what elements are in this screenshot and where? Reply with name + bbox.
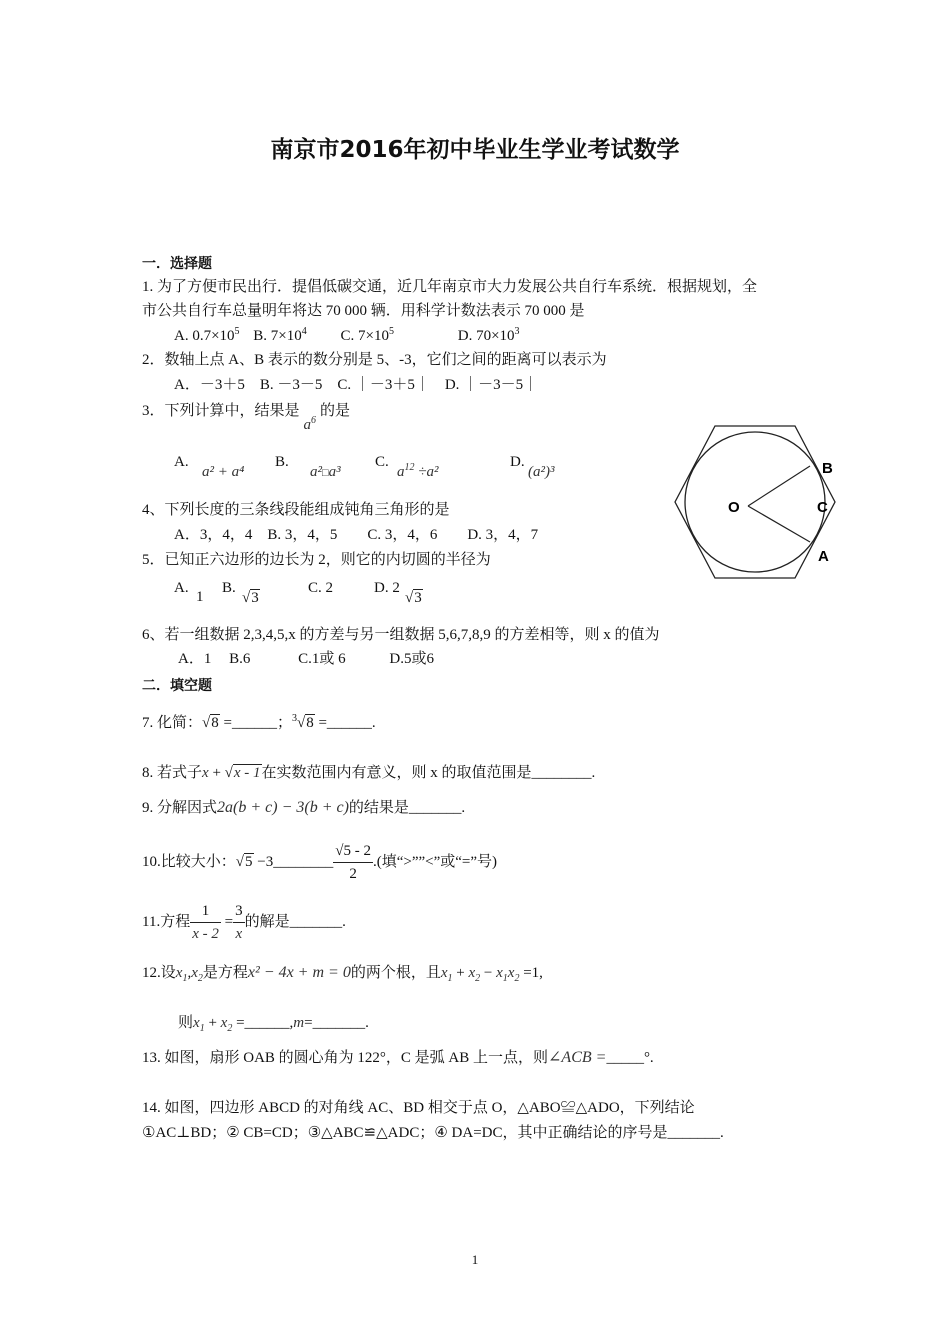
q6-label-a: A． [178, 651, 204, 667]
question-6-line: 6、若一组数据 2,3,4,5,x 的方差与另一组数据 5,6,7,8,9 的方差相等，则 x 的值为 [142, 627, 660, 643]
q6-label-b: B. [229, 651, 243, 667]
q12-l2-x1: x [193, 1015, 200, 1031]
question-11 [142, 898, 346, 946]
q5-option-b: √3 [242, 590, 259, 606]
q12-x2: x [191, 965, 198, 981]
q3-stem: 3．下列计算中，结果是 [142, 403, 300, 419]
q11-equals: = [220, 914, 234, 930]
q12-l2-sub-2: 2 [227, 1023, 233, 1034]
question-1-line-2: 市公共自行车总量明年将达 70 000 辆．用科学计数法表示 70 000 是 [142, 303, 585, 319]
q3-option-c [397, 462, 438, 482]
q3-c-div: ÷a² [414, 464, 439, 480]
radius-ob [748, 466, 810, 506]
question-6-options [178, 649, 434, 669]
q8-plus: + [208, 765, 225, 781]
q3-label-d: D. [510, 454, 525, 470]
q1-option-c: C. 7×10 [340, 328, 389, 344]
q8-radicand: x - 1 [233, 765, 261, 781]
q12-cond-x1: x [440, 965, 448, 981]
q5-option-c: C. 2 [308, 580, 334, 596]
question-8: 8. 若式子x + √x - 1在实数范围内有意义，则 x 的取值范围是________. [142, 765, 596, 781]
q6-option-c: 1或 6 [311, 651, 346, 667]
q3-a6-exp: 6 [311, 415, 317, 426]
q12-l2-plus: + [204, 1015, 221, 1031]
q3-a6-base: a [303, 417, 312, 433]
page-title: 南京市2016年初中毕业生学业考试数学 [270, 137, 680, 163]
q3-label-a: A. [174, 454, 189, 470]
question-5-line: 5．已知正六边形的边长为 2，则它的内切圆的半径为 [142, 552, 491, 568]
q7-cbrt-radicand: 8 [306, 715, 314, 731]
q10-numerator: √5 - 2 [333, 840, 373, 863]
q3-option-a: a² + a⁴ [202, 464, 245, 480]
q1-option-c-exp: 5 [388, 326, 394, 337]
q12-end: =1, [519, 965, 543, 981]
q12-equation: x² − 4x + m = 0 [247, 964, 351, 981]
q1-option-b: B. 7×10 [253, 328, 302, 344]
question-4-options: A．3，4，4 B. 3，4，5 C. 3，4，6 D. 3，4，7 [174, 527, 539, 543]
q11-fraction-right [233, 900, 245, 945]
q11-den-1: x - 2 [192, 926, 219, 943]
question-14-line-1: 14. 如图，四边形 ABCD 的对角线 AC、BD 相交于点 O，△ABO≌△ADO，下列结论 [142, 1100, 695, 1116]
q3-stem-tail: 的是 [320, 403, 351, 419]
q12-cond-minus: − [480, 965, 497, 981]
q13-angle: ∠ACB = [548, 1049, 607, 1066]
section-heading-fill: 二．填空题 [142, 678, 212, 694]
q12-mid-2: 的两个根，且 [350, 965, 441, 981]
page-number: 1 [471, 1252, 479, 1267]
q12-prod-sub-2: 2 [514, 973, 520, 984]
q12-cond-sub-1: 1 [447, 973, 453, 984]
radius-oa [748, 506, 810, 542]
question-7: 7. 化简：√8 =______；$^3$√8 =______. [142, 713, 376, 731]
q12-cond-plus: + [452, 965, 469, 981]
q6-option-b: 6 [242, 651, 251, 667]
q8-stem: 8. 若式子 [142, 765, 203, 781]
q3-option-b [310, 462, 341, 483]
q12-prod-x1: x [496, 965, 503, 981]
q1-option-a-exp: 5 [234, 326, 240, 337]
q3-label-b: B. [275, 454, 289, 470]
question-14-line-2: ①AC⊥BD；② CB=CD；③△ABC≌△ADC；④ DA=DC，其中正确结论的序号是_______. [142, 1125, 724, 1141]
label-o: O [728, 499, 740, 516]
q3-c-exp: 12 [404, 462, 415, 473]
q12-stem: 12.设 [142, 965, 176, 981]
section-heading-choice: 一．选择题 [142, 256, 212, 272]
q1-option-b-exp: 4 [301, 326, 307, 337]
q9-stem: 9. 分解因式 [142, 800, 218, 816]
question-1-line-1: 1. 为了方便市民出行．提倡低碳交通，近几年南京市大力发展公共自行车系统．根据规划，全 [142, 279, 758, 295]
hexagon-circle-figure [660, 418, 845, 588]
q12-prod-sub-1: 1 [502, 973, 508, 984]
question-3-line [142, 401, 351, 433]
q6-label-c: C. [298, 651, 312, 667]
q3-b-box: □ [322, 467, 329, 479]
q12-cond-sub-2: 2 [475, 973, 481, 984]
q11-fraction-left [190, 900, 221, 945]
q12-l2-blank-1: =______, [232, 1015, 294, 1031]
question-12-line-2 [178, 1013, 369, 1033]
q10-fraction [333, 840, 373, 885]
q12-sub-1: 1 [182, 973, 188, 984]
q6-label-d: D. [389, 651, 404, 667]
q12-prod-x2: x [507, 965, 515, 981]
q7-blank-1: =______； [219, 715, 292, 731]
q13-blank: _____°. [606, 1050, 654, 1066]
q10-stem: 10.比较大小： [142, 854, 236, 870]
question-13 [142, 1048, 654, 1068]
q3-a6 [304, 417, 317, 433]
question-1-options [174, 326, 520, 346]
q11-num-1: 1 [190, 900, 221, 923]
q10-denominator: 2 [349, 866, 357, 883]
q12-l2-blank-2: =_______. [304, 1015, 369, 1031]
q6-option-d: 5或6 [403, 651, 434, 667]
q10-blank: −3________ [253, 854, 334, 870]
q12-sub-2: 2 [197, 973, 203, 984]
q12-mid: 是方程 [202, 965, 248, 981]
q12-l2-m: m [293, 1015, 305, 1031]
q3-c-base: a [397, 464, 405, 480]
q12-comma: , [187, 965, 192, 981]
question-12-line-1 [142, 963, 543, 983]
q3-b-part1: a² [310, 464, 322, 480]
q11-den-2: x [235, 926, 243, 943]
q12-line2-pre: 则 [178, 1015, 194, 1031]
label-b: B [822, 460, 833, 477]
q13-stem: 13. 如图，扇形 OAB 的圆心角为 122°，C 是弧 AB 上一点，则 [142, 1050, 549, 1066]
q9-expression: 2a(b + c) − 3(b + c) [217, 799, 349, 816]
question-4-line: 4、下列长度的三条线段能组成钝角三角形的是 [142, 502, 450, 518]
q7-blank-2: =______. [314, 715, 376, 731]
q5-label-a: A. [174, 580, 189, 596]
q12-l2-sub-1: 1 [199, 1023, 205, 1034]
q9-tail: 的结果是_______. [348, 800, 466, 816]
q11-num-2: 3 [233, 900, 245, 923]
q1-option-d-exp: 3 [514, 326, 520, 337]
q5-label-d: D. 2 [374, 580, 400, 596]
q10-tail: .(填“>””<”或“=”号) [372, 854, 498, 870]
q10-radicand: 5 [245, 854, 253, 870]
q8-tail: 在实数范围内有意义，则 x 的取值范围是________. [261, 765, 596, 781]
q11-tail: 的解是_______. [244, 914, 346, 930]
q5-d-radicand: 3 [414, 590, 422, 606]
q5-option-d: √3 [405, 590, 422, 606]
question-10: 10.比较大小：√5 −3________ $\frac{√5 - 2}{2}$ .(填“>””<”或“=”号) [142, 838, 497, 886]
q5-option-a: 1 [196, 589, 204, 605]
q7-cbrt-index: 3 [291, 713, 297, 724]
question-2-options: A．－3＋5 B. －3－5 C. ｜－3＋5｜ D. ｜－3－5｜ [174, 377, 539, 393]
q3-label-c: C. [375, 454, 389, 470]
q5-b-radicand: 3 [251, 590, 259, 606]
q11-stem: 11.方程 [142, 914, 191, 930]
label-c: C [817, 499, 828, 516]
q12-x1: x [175, 965, 183, 981]
q8-x: x [202, 765, 209, 781]
q6-option-a: 1 [203, 651, 212, 667]
q3-option-d: (a²)³ [528, 464, 555, 480]
q1-option-a: A. 0.7×10 [174, 328, 235, 344]
question-9 [142, 798, 465, 818]
q12-cond-x2: x [468, 965, 476, 981]
q7-sqrt-radicand: 8 [211, 715, 219, 731]
q12-l2-x2: x [220, 1015, 228, 1031]
q7-stem: 7. 化简： [142, 715, 203, 731]
q1-option-d: D. 70×10 [457, 328, 515, 344]
question-2-line: 2．数轴上点 A、B 表示的数分别是 5、-3，它们之间的距离可以表示为 [142, 352, 607, 368]
label-a: A [818, 548, 829, 565]
q3-b-part2: a³ [328, 464, 341, 480]
q5-label-b: B. [222, 580, 236, 596]
